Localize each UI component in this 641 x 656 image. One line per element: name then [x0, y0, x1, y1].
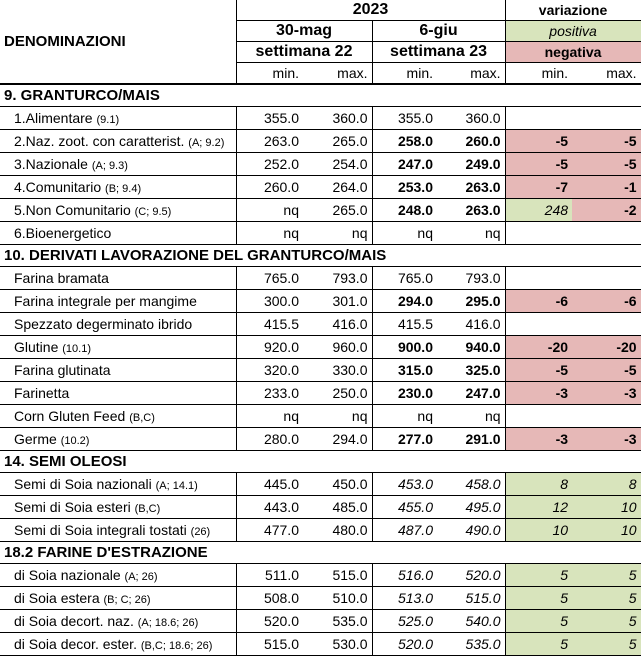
prev-min-cell: 280.0: [236, 428, 303, 451]
section-header: [0, 451, 641, 473]
prev-min-cell: 300.0: [236, 290, 303, 313]
row-name: 3.Nazionale: [14, 155, 88, 172]
curr-max-cell: 940.0: [437, 336, 505, 359]
prev-min-cell: 320.0: [236, 359, 303, 382]
curr-min-cell: 230.0: [372, 382, 437, 405]
row-name: 1.Alimentare: [14, 109, 93, 126]
row-label: [0, 130, 236, 153]
prev-min-cell: 920.0: [236, 336, 303, 359]
var-min-cell: 12: [505, 496, 572, 519]
prev-max-cell: 535.0: [303, 610, 372, 633]
curr-min-cell: 248.0: [372, 199, 437, 222]
curr-min-cell: 415.5: [372, 313, 437, 336]
section-header: [0, 542, 641, 564]
row-label: [0, 336, 236, 359]
row-name: di Soia estera: [14, 589, 100, 606]
var-min-cell: -3: [505, 428, 572, 451]
row-name: Spezzato degerminato ibrido: [14, 316, 193, 332]
curr-max-cell: 291.0: [437, 428, 505, 451]
row-name: 4.Comunitario: [14, 178, 102, 195]
var-max-cell: -5: [572, 130, 641, 153]
var-max-cell: -20: [572, 336, 641, 359]
prev-max-cell: nq: [303, 222, 372, 245]
curr-max-cell: 540.0: [437, 610, 505, 633]
var-max-cell: 8: [572, 473, 641, 496]
row-name: di Soia nazionale: [14, 566, 121, 583]
row-label: [0, 107, 236, 130]
curr-max-cell: 495.0: [437, 496, 505, 519]
row-label: [0, 290, 236, 313]
row-name: Glutine: [14, 338, 59, 355]
prev-max-cell: 360.0: [303, 107, 372, 130]
curr-min-cell: 900.0: [372, 336, 437, 359]
prev-min-cell: 520.0: [236, 610, 303, 633]
prev-min-cell: 515.0: [236, 633, 303, 656]
section-title: 9. GRANTURCO/MAIS: [0, 84, 641, 107]
prev-min-cell: nq: [236, 222, 303, 245]
curr-max-cell: 247.0: [437, 382, 505, 405]
section-title: 14. SEMI OLEOSI: [0, 451, 641, 473]
curr-max-cell: 249.0: [437, 153, 505, 176]
prev-max-cell: 294.0: [303, 428, 372, 451]
max-header: max.: [572, 63, 641, 85]
prev-min-cell: 263.0: [236, 130, 303, 153]
var-max-cell: -1: [572, 176, 641, 199]
row-reference: (A; 26): [124, 570, 158, 583]
row-label: [0, 428, 236, 451]
var-max-cell: -5: [572, 153, 641, 176]
table-body: [0, 84, 641, 656]
var-min-cell: -5: [505, 359, 572, 382]
table-row: [0, 587, 641, 610]
row-label: [0, 473, 236, 496]
row-label: [0, 222, 236, 245]
prev-max-cell: 480.0: [303, 519, 372, 542]
curr-max-cell: 416.0: [437, 313, 505, 336]
var-max-cell: -2: [572, 199, 641, 222]
row-name: 5.Non Comunitario: [14, 201, 131, 218]
curr-max-cell: 535.0: [437, 633, 505, 656]
row-label: [0, 382, 236, 405]
var-max-cell: [572, 107, 641, 130]
curr-max-cell: 260.0: [437, 130, 505, 153]
year-header: 2023: [236, 0, 505, 21]
prev-max-cell: 793.0: [303, 267, 372, 290]
var-min-cell: -5: [505, 130, 572, 153]
prev-min-cell: 511.0: [236, 564, 303, 587]
prev-min-cell: 508.0: [236, 587, 303, 610]
var-min-cell: 10: [505, 519, 572, 542]
prev-min-cell: 233.0: [236, 382, 303, 405]
week2-header: settimana 23: [372, 42, 505, 63]
prev-min-cell: 415.5: [236, 313, 303, 336]
table-row: [0, 359, 641, 382]
row-label: [0, 267, 236, 290]
row-name: 6.Bioenergetico: [14, 225, 112, 241]
var-min-cell: -20: [505, 336, 572, 359]
prev-min-cell: 477.0: [236, 519, 303, 542]
row-label: [0, 359, 236, 382]
var-min-cell: 248: [505, 199, 572, 222]
row-name: Farina glutinata: [14, 362, 111, 378]
section-header: [0, 245, 641, 267]
curr-min-cell: 453.0: [372, 473, 437, 496]
row-label: [0, 405, 236, 428]
row-label: [0, 176, 236, 199]
var-min-cell: -6: [505, 290, 572, 313]
date2-header: 6-giu: [372, 21, 505, 42]
table-row: [0, 473, 641, 496]
table-row: [0, 336, 641, 359]
row-reference: (B; 9.4): [105, 182, 142, 195]
curr-max-cell: 520.0: [437, 564, 505, 587]
row-name: 2.Naz. zoot. con caratterist.: [14, 132, 185, 149]
prev-min-cell: 260.0: [236, 176, 303, 199]
table-row: [0, 290, 641, 313]
table-row: [0, 153, 641, 176]
prev-min-cell: 445.0: [236, 473, 303, 496]
var-min-cell: 5: [505, 587, 572, 610]
var-max-cell: 5: [572, 564, 641, 587]
prev-max-cell: 301.0: [303, 290, 372, 313]
table-row: [0, 564, 641, 587]
curr-min-cell: 258.0: [372, 130, 437, 153]
prev-min-cell: 443.0: [236, 496, 303, 519]
var-max-cell: -3: [572, 428, 641, 451]
max-header: max.: [437, 63, 505, 85]
min-header: min.: [505, 63, 572, 85]
var-min-cell: [505, 222, 572, 245]
prev-max-cell: 530.0: [303, 633, 372, 656]
var-min-cell: 5: [505, 633, 572, 656]
row-name: Farinetta: [14, 385, 70, 401]
prev-min-cell: 355.0: [236, 107, 303, 130]
prev-max-cell: 265.0: [303, 130, 372, 153]
var-min-cell: -5: [505, 153, 572, 176]
table-row: [0, 610, 641, 633]
min-header: min.: [236, 63, 303, 85]
table-row: [0, 519, 641, 542]
curr-min-cell: 520.0: [372, 633, 437, 656]
row-name: di Soia decort. naz.: [14, 612, 134, 629]
curr-min-cell: 294.0: [372, 290, 437, 313]
curr-max-cell: nq: [437, 222, 505, 245]
prev-max-cell: 416.0: [303, 313, 372, 336]
row-name: di Soia decor. ester.: [14, 635, 137, 652]
curr-min-cell: nq: [372, 405, 437, 428]
variation-header: variazione: [505, 0, 641, 21]
table-row: [0, 199, 641, 222]
row-reference: (A; 9.2): [188, 136, 225, 149]
row-label: [0, 587, 236, 610]
denominazioni-header: DENOMINAZIONI: [4, 33, 126, 50]
row-label: [0, 633, 236, 656]
prev-max-cell: 510.0: [303, 587, 372, 610]
curr-max-cell: 263.0: [437, 176, 505, 199]
row-reference: (A; 18.6; 26): [137, 616, 199, 629]
max-header: max.: [303, 63, 372, 85]
prev-min-cell: nq: [236, 405, 303, 428]
var-max-cell: [572, 405, 641, 428]
row-name: Germe: [14, 430, 57, 447]
var-max-cell: 5: [572, 587, 641, 610]
table-row: [0, 176, 641, 199]
table-row: [0, 428, 641, 451]
curr-min-cell: 525.0: [372, 610, 437, 633]
row-label: [0, 153, 236, 176]
section-title: 10. DERIVATI LAVORAZIONE DEL GRANTURCO/MAIS: [0, 245, 641, 267]
row-name: Corn Gluten Feed: [14, 407, 126, 424]
section-title: 18.2 FARINE D'ESTRAZIONE: [0, 542, 641, 564]
row-reference: (B,C; 18.6; 26): [140, 639, 213, 652]
row-label: [0, 199, 236, 222]
curr-min-cell: 513.0: [372, 587, 437, 610]
curr-max-cell: 360.0: [437, 107, 505, 130]
min-header: min.: [372, 63, 437, 85]
var-max-cell: -3: [572, 382, 641, 405]
row-label: [0, 610, 236, 633]
var-min-cell: [505, 405, 572, 428]
var-min-cell: [505, 313, 572, 336]
curr-min-cell: 455.0: [372, 496, 437, 519]
curr-max-cell: 263.0: [437, 199, 505, 222]
curr-min-cell: 516.0: [372, 564, 437, 587]
row-label: [0, 519, 236, 542]
curr-min-cell: 765.0: [372, 267, 437, 290]
var-max-cell: [572, 222, 641, 245]
row-reference: (B; C; 26): [103, 593, 151, 606]
prev-min-cell: 252.0: [236, 153, 303, 176]
row-reference: (10.2): [60, 434, 90, 447]
var-max-cell: 5: [572, 610, 641, 633]
row-reference: (9.1): [96, 113, 120, 126]
table-row: [0, 405, 641, 428]
var-max-cell: -6: [572, 290, 641, 313]
section-header: [0, 84, 641, 107]
prev-min-cell: nq: [236, 199, 303, 222]
table-row: [0, 382, 641, 405]
var-max-cell: 10: [572, 519, 641, 542]
date1-header: 30-mag: [236, 21, 372, 42]
table-row: [0, 267, 641, 290]
prev-max-cell: nq: [303, 405, 372, 428]
prev-max-cell: 330.0: [303, 359, 372, 382]
prev-max-cell: 485.0: [303, 496, 372, 519]
row-name: Semi di Soia esteri: [14, 498, 131, 515]
var-max-cell: [572, 267, 641, 290]
table-row: [0, 222, 641, 245]
row-name: Farina integrale per mangime: [14, 293, 197, 309]
table-row: [0, 633, 641, 656]
row-label: [0, 564, 236, 587]
var-min-cell: 5: [505, 564, 572, 587]
prev-max-cell: 254.0: [303, 153, 372, 176]
table-row: [0, 107, 641, 130]
table-row: [0, 130, 641, 153]
curr-min-cell: 487.0: [372, 519, 437, 542]
curr-max-cell: nq: [437, 405, 505, 428]
curr-max-cell: 490.0: [437, 519, 505, 542]
row-name: Farina bramata: [14, 270, 109, 286]
row-reference: (A; 9.3): [91, 159, 128, 172]
var-min-cell: -7: [505, 176, 572, 199]
var-min-cell: [505, 107, 572, 130]
row-reference: (26): [190, 525, 211, 538]
row-reference: (C; 9.5): [134, 205, 172, 218]
curr-min-cell: 277.0: [372, 428, 437, 451]
row-label: [0, 313, 236, 336]
row-label: [0, 496, 236, 519]
prev-max-cell: 960.0: [303, 336, 372, 359]
positive-legend: positiva: [505, 21, 641, 42]
var-max-cell: [572, 313, 641, 336]
curr-max-cell: 515.0: [437, 587, 505, 610]
row-reference: (B,C): [134, 502, 161, 515]
row-name: Semi di Soia integrali tostati: [14, 521, 187, 538]
curr-max-cell: 295.0: [437, 290, 505, 313]
var-min-cell: 8: [505, 473, 572, 496]
var-max-cell: -5: [572, 359, 641, 382]
curr-min-cell: 253.0: [372, 176, 437, 199]
var-max-cell: 5: [572, 633, 641, 656]
table-row: [0, 313, 641, 336]
curr-max-cell: 325.0: [437, 359, 505, 382]
row-reference: (A; 14.1): [155, 479, 198, 492]
curr-min-cell: nq: [372, 222, 437, 245]
var-min-cell: [505, 267, 572, 290]
var-max-cell: 10: [572, 496, 641, 519]
table-row: [0, 496, 641, 519]
var-min-cell: -3: [505, 382, 572, 405]
row-reference: (B,C): [129, 411, 155, 424]
row-reference: (10.1): [62, 342, 91, 355]
var-min-cell: 5: [505, 610, 572, 633]
prev-max-cell: 264.0: [303, 176, 372, 199]
curr-min-cell: 315.0: [372, 359, 437, 382]
week1-header: settimana 22: [236, 42, 372, 63]
prev-max-cell: 515.0: [303, 564, 372, 587]
prev-max-cell: 265.0: [303, 199, 372, 222]
curr-max-cell: 458.0: [437, 473, 505, 496]
prev-max-cell: 250.0: [303, 382, 372, 405]
curr-max-cell: 793.0: [437, 267, 505, 290]
prev-min-cell: 765.0: [236, 267, 303, 290]
prev-max-cell: 450.0: [303, 473, 372, 496]
curr-min-cell: 247.0: [372, 153, 437, 176]
negative-legend: negativa: [505, 42, 641, 63]
curr-min-cell: 355.0: [372, 107, 437, 130]
row-name: Semi di Soia nazionali: [14, 475, 152, 492]
